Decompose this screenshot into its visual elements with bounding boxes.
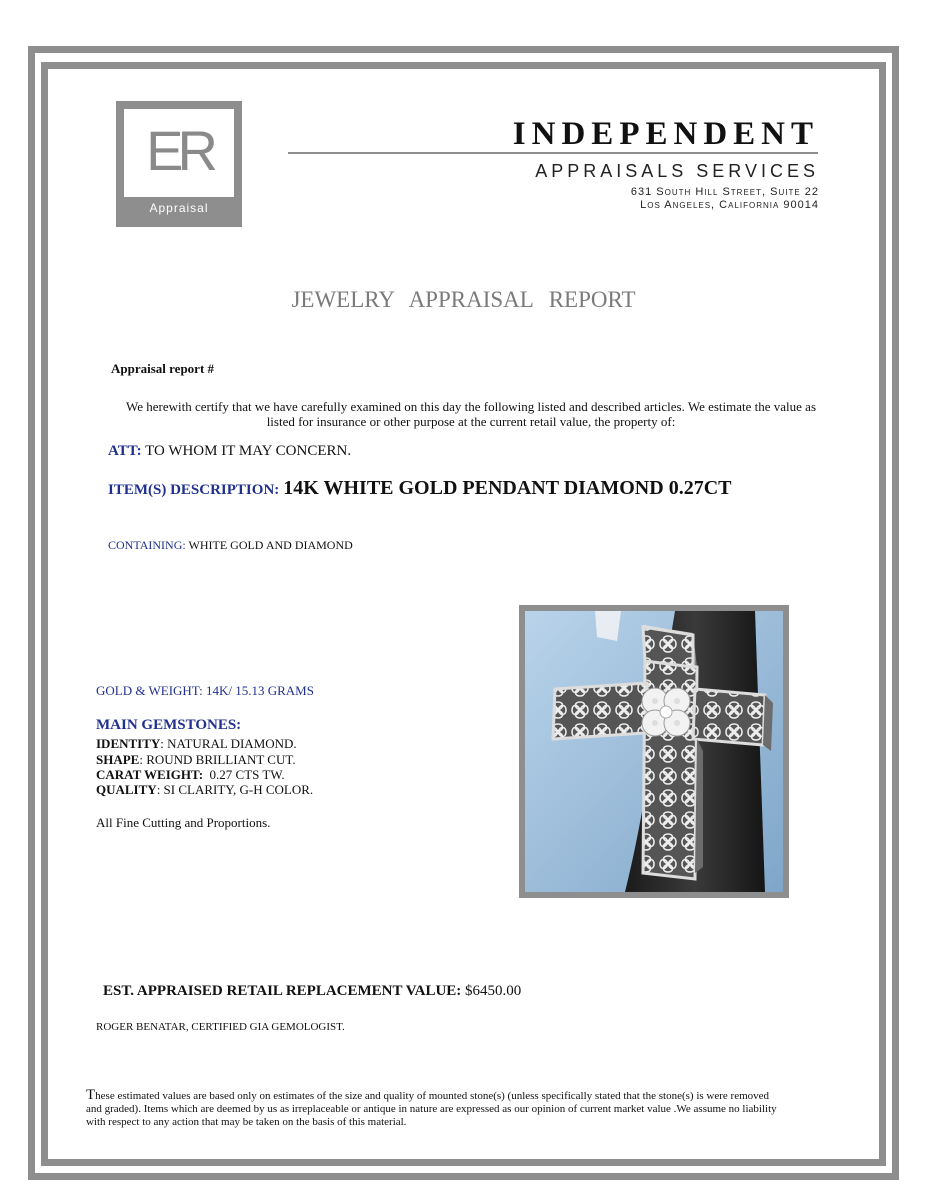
company-subtitle: APPRAISALS SERVICES <box>535 161 819 181</box>
attention-line <box>108 443 351 460</box>
carat-weight-value: 0.27 CTS TW. <box>209 767 285 782</box>
pendant-photo-image <box>525 611 783 892</box>
att-label: ATT: <box>108 443 142 459</box>
disclaimer-text <box>86 1089 786 1129</box>
certification-line1: We herewith certify that we have carefully examined on this day the following listed and described articles. We estimate the value as <box>125 399 817 414</box>
certification-text <box>95 399 847 429</box>
identity-line <box>96 736 297 752</box>
appraised-value-line <box>103 983 521 1000</box>
report-title: JEWELRY APPRAISAL REPORT <box>291 287 636 312</box>
shape-label: SHAPE <box>96 752 140 767</box>
main-gemstones-heading: MAIN GEMSTONES: <box>96 717 242 733</box>
company-divider <box>288 152 818 154</box>
disclaimer-body: hese estimated values are based only on estimates of the size and quality of mounted stone(s) (unless specifically stated that the stone(s) is were removed and graded). Items which are deemed by us as irreplaceable or antique in nature are expressed as our opinion of current market value .We assume no liability with respect to any action that may be taken on the basis of this material. <box>86 1090 777 1128</box>
company-address-line1: 631 South Hill Street, Suite 22 <box>630 186 819 198</box>
item-description-value: 14K WHITE GOLD PENDANT DIAMOND 0.27CT <box>283 477 732 499</box>
carat-weight-line <box>96 767 285 783</box>
report-number-label: Appraisal report # <box>111 361 215 376</box>
carat-weight-label: CARAT WEIGHT: <box>96 767 204 782</box>
shape-line <box>96 752 296 768</box>
item-description-label: ITEM(S) DESCRIPTION: <box>108 482 280 498</box>
item-description <box>108 477 731 500</box>
appraisal-logo <box>116 101 242 227</box>
certification-line2: listed for insurance or other purpose at the current retail value, the property of: <box>266 414 676 429</box>
appraised-value-label: EST. APPRAISED RETAIL REPLACEMENT VALUE: <box>103 983 462 999</box>
gold-weight-label: GOLD & WEIGHT: <box>96 683 203 698</box>
logo-mark-area <box>124 109 234 197</box>
containing-value: WHITE GOLD AND DIAMOND <box>188 538 353 552</box>
logo-mark: ER <box>146 119 212 182</box>
containing-label: CONTAINING: <box>108 538 186 552</box>
gold-weight-line <box>96 683 314 699</box>
pendant-photo <box>519 605 789 898</box>
company-address-line2: Los Angeles, California 90014 <box>640 199 819 211</box>
gemologist-signature-line: ROGER BENATAR, CERTIFIED GIA GEMOLOGIST. <box>96 1021 345 1033</box>
shape-value: : ROUND BRILLIANT CUT. <box>139 752 296 767</box>
disclaimer-initial: T <box>86 1087 96 1103</box>
company-name: INDEPENDENT <box>512 116 819 152</box>
containing-line <box>108 538 353 553</box>
gold-weight-value: 14K/ 15.13 GRAMS <box>205 683 314 698</box>
fine-cutting-note: All Fine Cutting and Proportions. <box>96 815 271 830</box>
cross-pendant-illustration <box>525 611 783 892</box>
identity-label: IDENTITY <box>96 736 161 751</box>
quality-value: : SI CLARITY, G-H COLOR. <box>156 782 314 797</box>
logo-caption: Appraisal <box>149 201 209 215</box>
quality-line <box>96 782 313 798</box>
appraised-value-amount: $6450.00 <box>465 983 522 999</box>
quality-label: QUALITY <box>96 782 157 797</box>
identity-value: : NATURAL DIAMOND. <box>160 736 297 751</box>
att-value: TO WHOM IT MAY CONCERN. <box>145 443 352 459</box>
